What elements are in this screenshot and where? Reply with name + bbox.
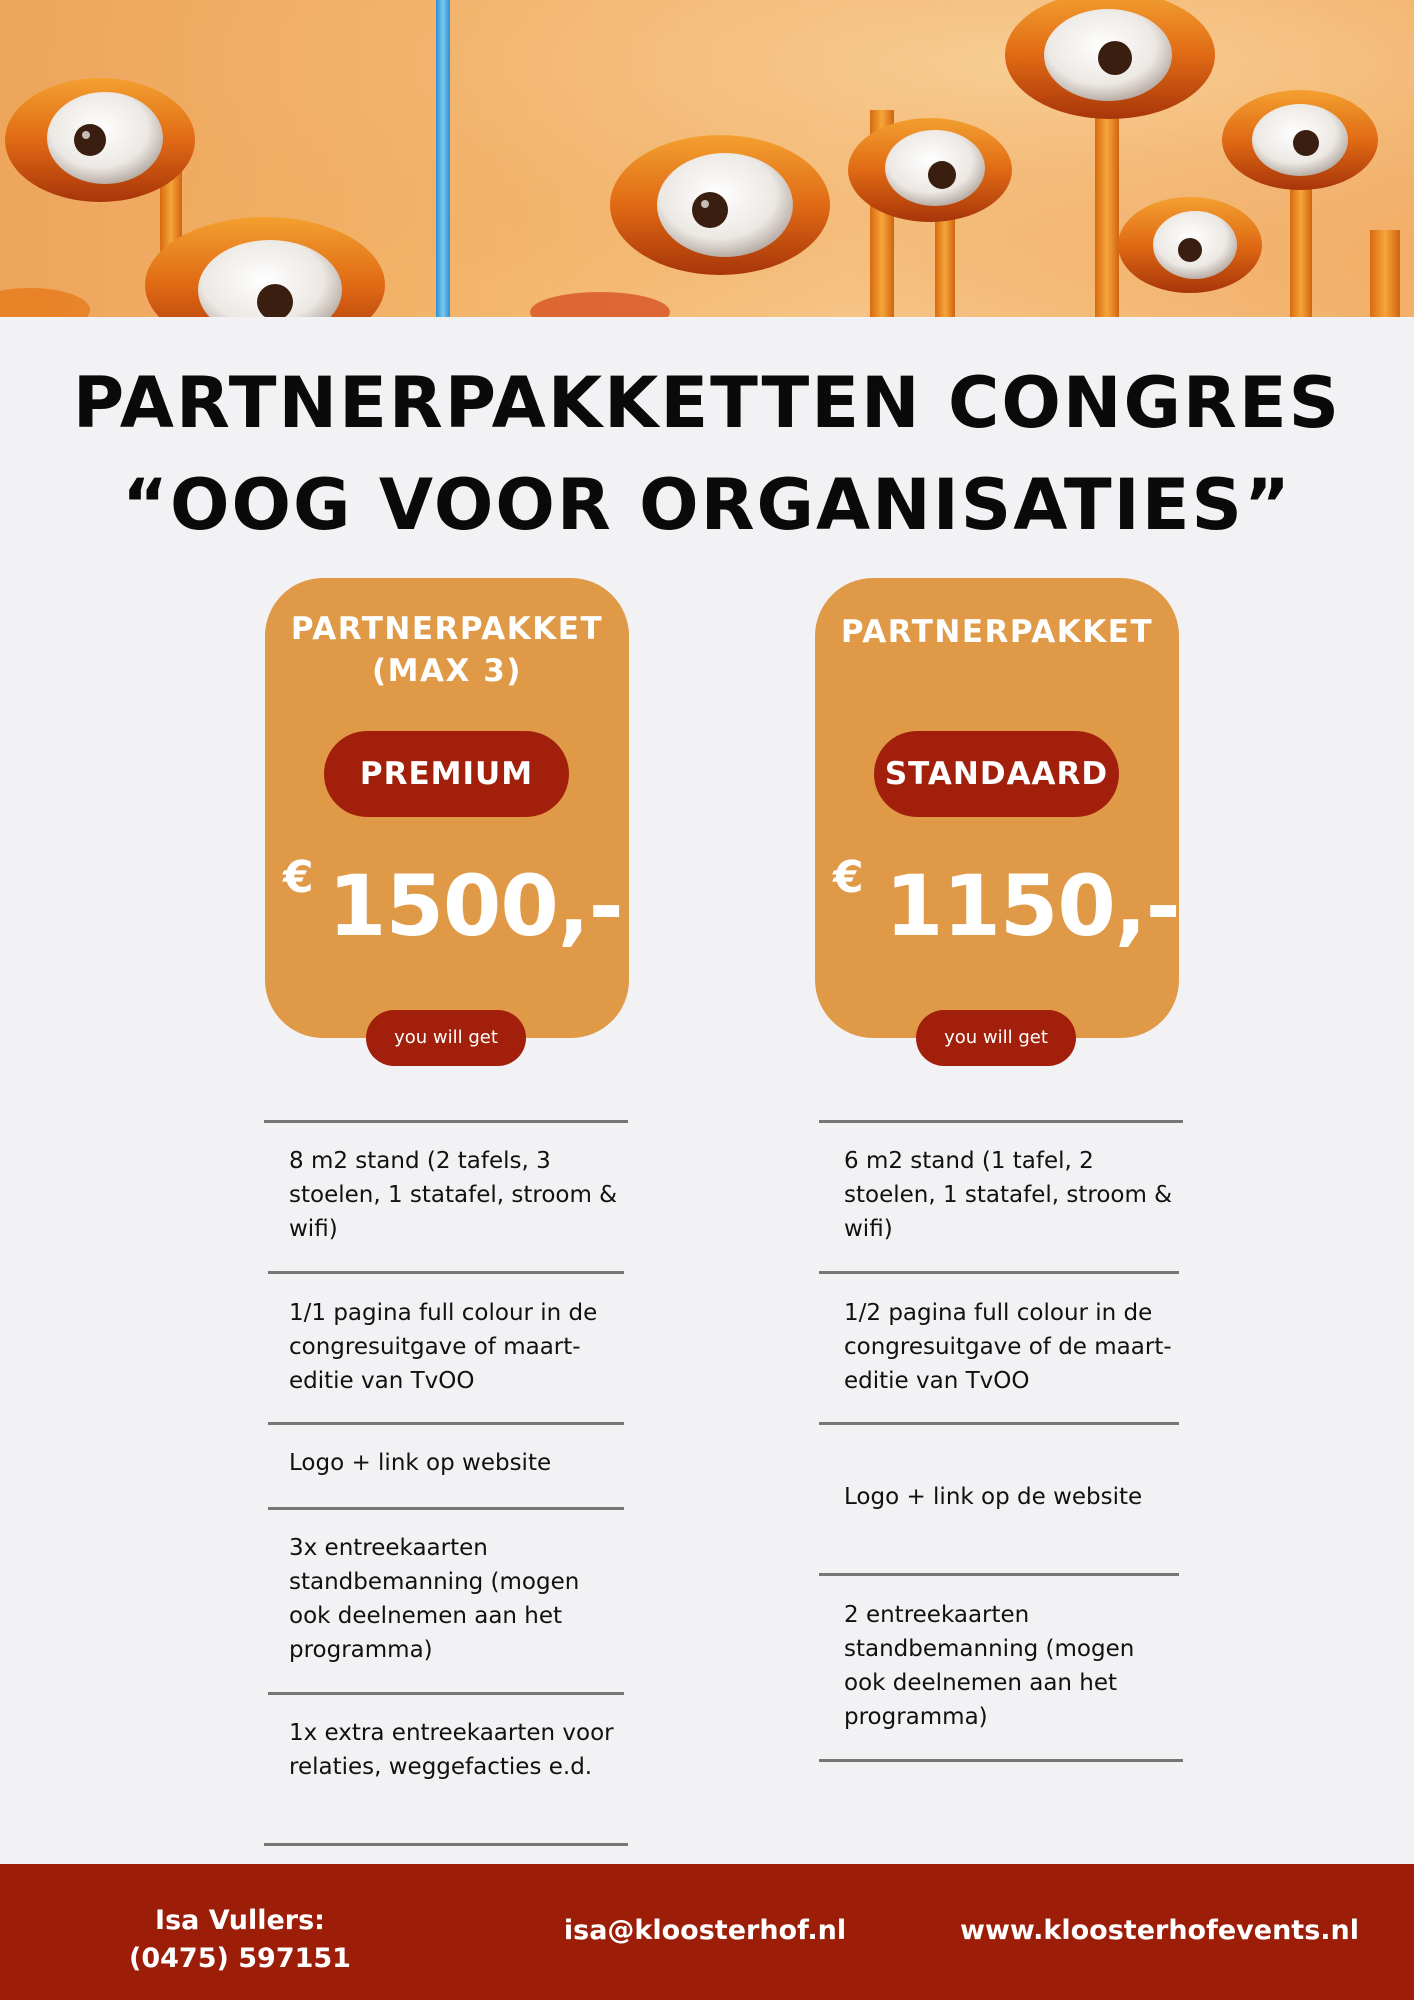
premium-package-card	[265, 578, 629, 1048]
list-item: 3x entreekaarten standbemanning (mogen ook deelnemen aan het programma)	[289, 1535, 580, 1663]
standard-price-amount: 1150,-	[885, 857, 1180, 955]
divider	[819, 1759, 1183, 1762]
standard-you-will-get-button[interactable]: you will get	[916, 1010, 1076, 1066]
footer-email-link[interactable]: isa@kloosterhof.nl	[563, 1915, 847, 1946]
divider	[268, 1507, 624, 1510]
divider	[819, 1422, 1179, 1425]
premium-card-heading	[265, 608, 629, 692]
premium-tier-badge: PREMIUM	[324, 731, 569, 817]
contact-name: Isa Vullers:	[155, 1905, 325, 1936]
divider	[819, 1573, 1179, 1576]
footer	[0, 1864, 1414, 2000]
premium-heading-line-1: PARTNERPAKKET	[290, 611, 604, 647]
list-item: Logo + link op de website	[844, 1484, 1143, 1510]
premium-heading-line-2: (MAX 3)	[372, 653, 522, 689]
euro-symbol: €	[283, 852, 314, 903]
divider	[268, 1422, 624, 1425]
title-line-2: “OOG VOOR ORGANISATIES”	[122, 464, 1292, 546]
list-item: 1x extra entreekaarten voor relaties, weggefacties e.d.	[289, 1720, 614, 1780]
premium-price-amount: 1500,-	[328, 857, 623, 955]
page-title	[0, 352, 1414, 556]
divider	[819, 1120, 1183, 1123]
divider	[264, 1843, 628, 1846]
list-item: 8 m2 stand (2 tafels, 3 stoelen, 1 statafel, stroom & wifi)	[289, 1148, 618, 1242]
list-item: 1/2 pagina full colour in de congresuitgave of de maart-editie van TvOO	[844, 1300, 1172, 1394]
list-item: Logo + link op website	[289, 1450, 552, 1476]
header-banner	[0, 0, 1414, 317]
footer-website-link[interactable]: www.kloosterhofevents.nl	[960, 1915, 1359, 1946]
footer-contact	[110, 1902, 370, 1978]
list-item: 6 m2 stand (1 tafel, 2 stoelen, 1 statafel, stroom & wifi)	[844, 1148, 1173, 1242]
contact-phone[interactable]: (0475) 597151	[129, 1943, 351, 1974]
standard-package-card	[815, 578, 1180, 1048]
divider	[268, 1271, 624, 1274]
premium-you-will-get-button[interactable]: you will get	[366, 1010, 526, 1066]
euro-symbol: €	[833, 852, 864, 903]
eye-sculptures-image	[0, 0, 1414, 317]
title-line-1: PARTNERPAKKETTEN CONGRES	[72, 362, 1342, 444]
list-item: 1/1 pagina full colour in de congresuitgave of maart-editie van TvOO	[289, 1300, 598, 1394]
list-item: 2 entreekaarten standbemanning (mogen ook deelnemen aan het programma)	[844, 1602, 1135, 1730]
standard-card-heading: PARTNERPAKKET	[840, 614, 1154, 650]
standard-tier-badge: STANDAARD	[874, 731, 1119, 817]
divider	[268, 1692, 624, 1695]
divider	[264, 1120, 628, 1123]
divider	[819, 1271, 1179, 1274]
